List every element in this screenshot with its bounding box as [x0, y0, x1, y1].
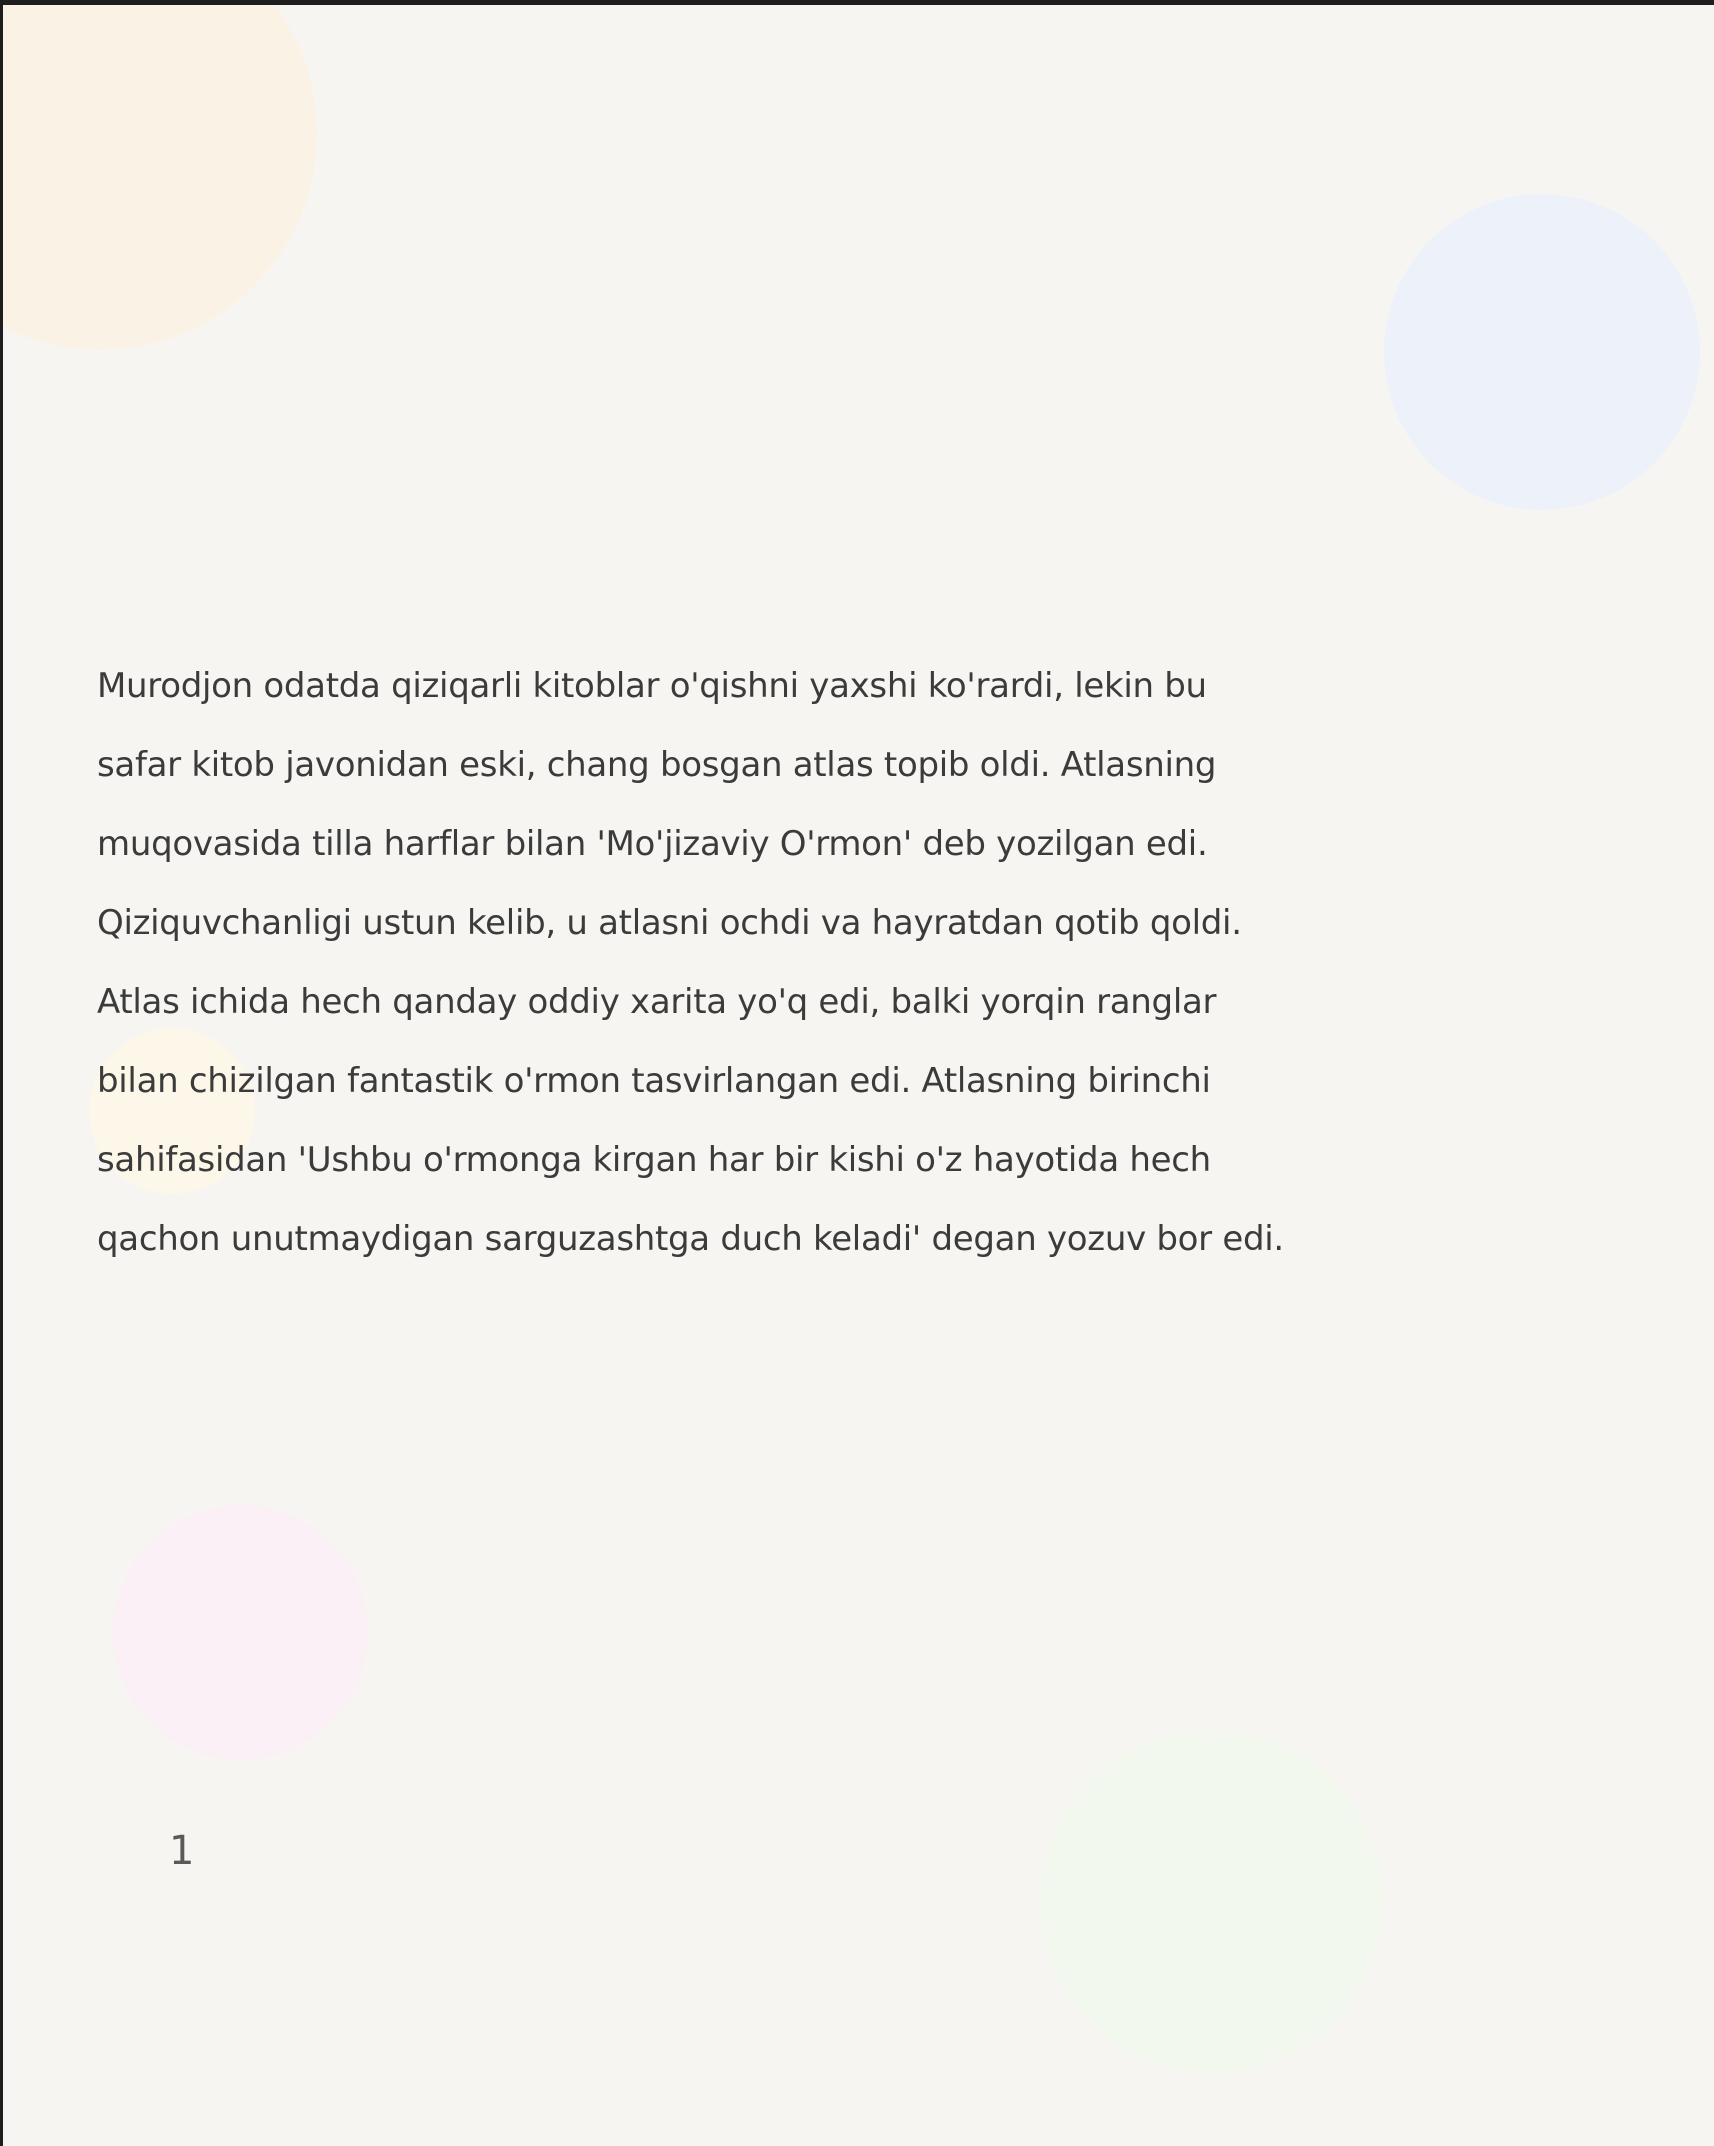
decorative-circle-green-bottom-right: [1040, 1730, 1383, 2073]
story-line: sahifasidan 'Ushbu o'rmonga kirgan har bir kishi o'z hayotida hech: [97, 1140, 1211, 1180]
story-paragraph: [97, 647, 1284, 1279]
story-line: qachon unutmaydigan sarguzashtga duch keladi' degan yozuv bor edi.: [97, 1219, 1284, 1259]
story-line: Murodjon odatda qiziqarli kitoblar o'qishni yaxshi ko'rardi, lekin bu: [97, 666, 1207, 706]
decorative-circle-pink-bottom-left: [113, 1505, 368, 1760]
story-line: muqovasida tilla harflar bilan 'Mo'jizaviy O'rmon' deb yozilgan edi.: [97, 824, 1208, 864]
story-line: bilan chizilgan fantastik o'rmon tasvirlangan edi. Atlasning birinchi: [97, 1061, 1211, 1101]
story-line: Qiziquvchanligi ustun kelib, u atlasni ochdi va hayratdan qotib qoldi.: [97, 903, 1242, 943]
page-border-left: [0, 0, 3, 2146]
story-line: Atlas ichida hech qanday oddiy xarita yo'q edi, balki yorqin ranglar: [97, 982, 1217, 1022]
page-border-top: [0, 0, 1714, 5]
decorative-circle-blue-top-right: [1384, 194, 1700, 510]
decorative-circle-peach-top-left: [0, 0, 317, 350]
page-number: 1: [169, 1828, 195, 1874]
story-line: safar kitob javonidan eski, chang bosgan atlas topib oldi. Atlasning: [97, 745, 1217, 785]
